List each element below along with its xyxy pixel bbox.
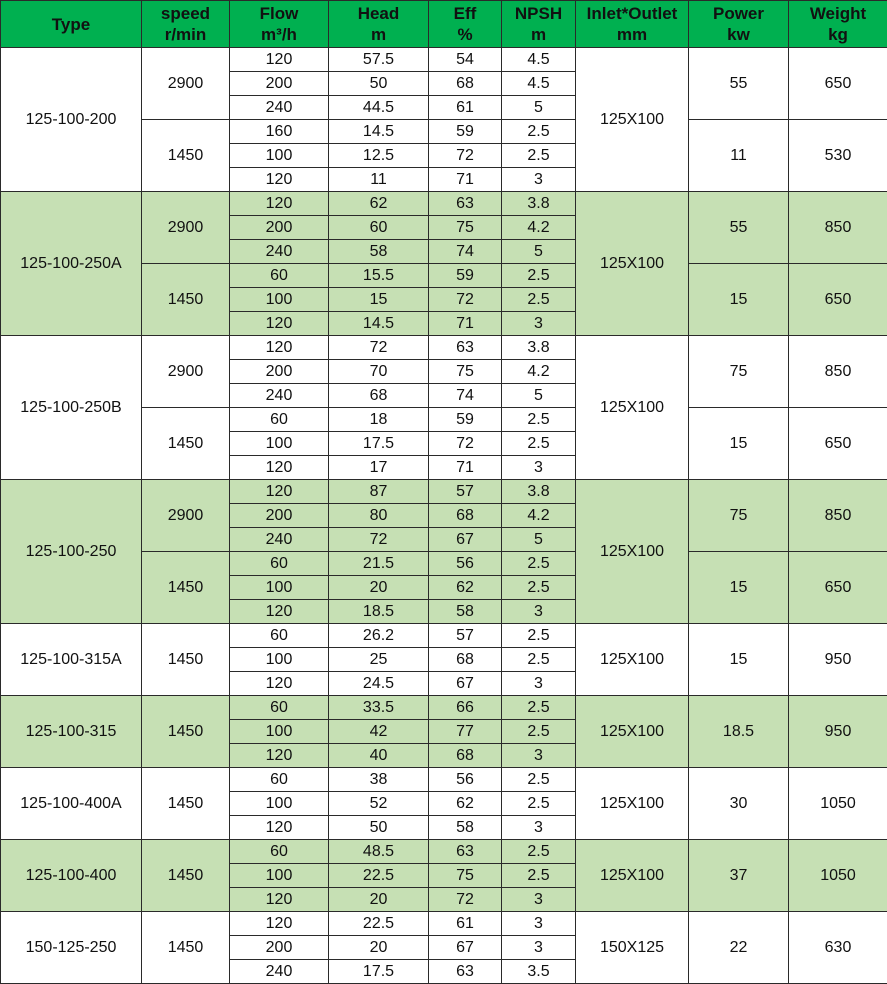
npsh-cell: 2.5 (502, 552, 576, 576)
head-cell: 48.5 (329, 840, 429, 864)
flow-cell: 120 (230, 912, 329, 936)
npsh-cell: 5 (502, 528, 576, 552)
head-cell: 25 (329, 648, 429, 672)
head-cell: 50 (329, 72, 429, 96)
npsh-cell: 3.5 (502, 960, 576, 984)
eff-cell: 63 (429, 960, 502, 984)
power-cell: 18.5 (689, 696, 789, 768)
table-row (1, 48, 887, 72)
inlet-outlet-cell: 125X100 (576, 192, 689, 336)
head-cell: 17.5 (329, 960, 429, 984)
column-header-head-title: Head (329, 3, 428, 24)
flow-cell: 60 (230, 552, 329, 576)
flow-cell: 60 (230, 408, 329, 432)
eff-cell: 75 (429, 864, 502, 888)
eff-cell: 67 (429, 528, 502, 552)
npsh-cell: 3 (502, 888, 576, 912)
eff-cell: 54 (429, 48, 502, 72)
eff-cell: 77 (429, 720, 502, 744)
head-cell: 15 (329, 288, 429, 312)
head-cell: 17 (329, 456, 429, 480)
inlet-outlet-cell: 125X100 (576, 480, 689, 624)
pump-type-cell: 125-100-250 (1, 480, 142, 624)
column-header-speed-unit: r/min (142, 24, 229, 45)
head-cell: 62 (329, 192, 429, 216)
eff-cell: 67 (429, 936, 502, 960)
power-cell: 55 (689, 48, 789, 120)
head-cell: 42 (329, 720, 429, 744)
flow-cell: 120 (230, 480, 329, 504)
flow-cell: 200 (230, 504, 329, 528)
speed-cell: 2900 (142, 336, 230, 408)
npsh-cell: 3 (502, 912, 576, 936)
weight-cell: 530 (789, 120, 887, 192)
table-row (1, 624, 887, 648)
head-cell: 12.5 (329, 144, 429, 168)
column-header-inlet-outlet-title: Inlet*Outlet (576, 3, 688, 24)
speed-cell: 1450 (142, 264, 230, 336)
eff-cell: 68 (429, 504, 502, 528)
flow-cell: 240 (230, 528, 329, 552)
flow-cell: 60 (230, 624, 329, 648)
power-cell: 11 (689, 120, 789, 192)
weight-cell: 630 (789, 912, 887, 984)
pump-model-group (1, 48, 887, 192)
pump-type-cell: 125-100-400 (1, 840, 142, 912)
header-row (1, 1, 887, 48)
head-cell: 33.5 (329, 696, 429, 720)
flow-cell: 60 (230, 696, 329, 720)
flow-cell: 100 (230, 288, 329, 312)
weight-cell: 1050 (789, 768, 887, 840)
column-header-power-title: Power (689, 3, 788, 24)
flow-cell: 200 (230, 360, 329, 384)
eff-cell: 72 (429, 888, 502, 912)
column-header-eff-title: Eff (429, 3, 501, 24)
flow-cell: 120 (230, 744, 329, 768)
speed-cell: 1450 (142, 768, 230, 840)
flow-cell: 100 (230, 720, 329, 744)
eff-cell: 57 (429, 480, 502, 504)
inlet-outlet-cell: 125X100 (576, 840, 689, 912)
eff-cell: 63 (429, 336, 502, 360)
npsh-cell: 2.5 (502, 768, 576, 792)
head-cell: 20 (329, 576, 429, 600)
flow-cell: 120 (230, 600, 329, 624)
flow-cell: 100 (230, 648, 329, 672)
eff-cell: 72 (429, 144, 502, 168)
table-header (1, 1, 887, 48)
eff-cell: 72 (429, 288, 502, 312)
eff-cell: 62 (429, 792, 502, 816)
npsh-cell: 3 (502, 672, 576, 696)
npsh-cell: 3.8 (502, 480, 576, 504)
head-cell: 50 (329, 816, 429, 840)
pump-type-cell: 125-100-315A (1, 624, 142, 696)
weight-cell: 1050 (789, 840, 887, 912)
column-header-weight-title: Weight (789, 3, 887, 24)
eff-cell: 56 (429, 768, 502, 792)
npsh-cell: 3 (502, 936, 576, 960)
eff-cell: 58 (429, 816, 502, 840)
eff-cell: 68 (429, 744, 502, 768)
speed-cell: 1450 (142, 912, 230, 984)
column-header-power (689, 1, 789, 48)
head-cell: 80 (329, 504, 429, 528)
speed-cell: 2900 (142, 192, 230, 264)
eff-cell: 74 (429, 240, 502, 264)
eff-cell: 66 (429, 696, 502, 720)
weight-cell: 650 (789, 408, 887, 480)
pump-type-cell: 125-100-400A (1, 768, 142, 840)
column-header-weight-unit: kg (789, 24, 887, 45)
pump-type-cell: 125-100-250A (1, 192, 142, 336)
table-row (1, 192, 887, 216)
flow-cell: 240 (230, 240, 329, 264)
weight-cell: 850 (789, 480, 887, 552)
eff-cell: 68 (429, 648, 502, 672)
npsh-cell: 2.5 (502, 792, 576, 816)
npsh-cell: 2.5 (502, 408, 576, 432)
weight-cell: 950 (789, 624, 887, 696)
speed-cell: 1450 (142, 552, 230, 624)
pump-model-group (1, 624, 887, 696)
pump-type-cell: 125-100-315 (1, 696, 142, 768)
npsh-cell: 4.2 (502, 360, 576, 384)
npsh-cell: 5 (502, 240, 576, 264)
inlet-outlet-cell: 150X125 (576, 912, 689, 984)
head-cell: 24.5 (329, 672, 429, 696)
column-header-flow-title: Flow (230, 3, 328, 24)
power-cell: 15 (689, 408, 789, 480)
column-header-weight (789, 1, 887, 48)
flow-cell: 160 (230, 120, 329, 144)
speed-cell: 1450 (142, 120, 230, 192)
weight-cell: 650 (789, 264, 887, 336)
head-cell: 68 (329, 384, 429, 408)
inlet-outlet-cell: 125X100 (576, 336, 689, 480)
head-cell: 40 (329, 744, 429, 768)
speed-cell: 2900 (142, 480, 230, 552)
eff-cell: 75 (429, 360, 502, 384)
head-cell: 22.5 (329, 912, 429, 936)
flow-cell: 100 (230, 864, 329, 888)
head-cell: 14.5 (329, 312, 429, 336)
npsh-cell: 4.2 (502, 216, 576, 240)
eff-cell: 67 (429, 672, 502, 696)
column-header-npsh-title: NPSH (502, 3, 575, 24)
head-cell: 11 (329, 168, 429, 192)
flow-cell: 60 (230, 840, 329, 864)
head-cell: 60 (329, 216, 429, 240)
flow-cell: 240 (230, 960, 329, 984)
npsh-cell: 3 (502, 600, 576, 624)
head-cell: 87 (329, 480, 429, 504)
eff-cell: 75 (429, 216, 502, 240)
column-header-eff (429, 1, 502, 48)
npsh-cell: 2.5 (502, 288, 576, 312)
npsh-cell: 2.5 (502, 624, 576, 648)
npsh-cell: 4.2 (502, 504, 576, 528)
power-cell: 22 (689, 912, 789, 984)
column-header-npsh (502, 1, 576, 48)
eff-cell: 59 (429, 120, 502, 144)
npsh-cell: 2.5 (502, 648, 576, 672)
pump-model-group (1, 840, 887, 912)
head-cell: 22.5 (329, 864, 429, 888)
flow-cell: 120 (230, 168, 329, 192)
table-row (1, 840, 887, 864)
npsh-cell: 2.5 (502, 120, 576, 144)
npsh-cell: 2.5 (502, 864, 576, 888)
flow-cell: 100 (230, 432, 329, 456)
flow-cell: 120 (230, 48, 329, 72)
column-header-flow (230, 1, 329, 48)
flow-cell: 200 (230, 216, 329, 240)
npsh-cell: 3.8 (502, 336, 576, 360)
pump-type-cell: 125-100-200 (1, 48, 142, 192)
column-header-type-title: Type (1, 14, 141, 35)
npsh-cell: 3 (502, 744, 576, 768)
npsh-cell: 4.5 (502, 48, 576, 72)
flow-cell: 60 (230, 264, 329, 288)
eff-cell: 59 (429, 408, 502, 432)
flow-cell: 240 (230, 96, 329, 120)
npsh-cell: 2.5 (502, 144, 576, 168)
head-cell: 72 (329, 336, 429, 360)
table-row (1, 768, 887, 792)
eff-cell: 61 (429, 96, 502, 120)
eff-cell: 63 (429, 192, 502, 216)
inlet-outlet-cell: 125X100 (576, 696, 689, 768)
npsh-cell: 2.5 (502, 264, 576, 288)
pump-type-cell: 150-125-250 (1, 912, 142, 984)
head-cell: 58 (329, 240, 429, 264)
column-header-eff-unit: % (429, 24, 501, 45)
pump-model-group (1, 696, 887, 768)
weight-cell: 950 (789, 696, 887, 768)
flow-cell: 100 (230, 144, 329, 168)
head-cell: 38 (329, 768, 429, 792)
head-cell: 26.2 (329, 624, 429, 648)
npsh-cell: 2.5 (502, 696, 576, 720)
head-cell: 20 (329, 936, 429, 960)
npsh-cell: 3.8 (502, 192, 576, 216)
column-header-type (1, 1, 142, 48)
weight-cell: 850 (789, 192, 887, 264)
column-header-head-unit: m (329, 24, 428, 45)
pump-model-group (1, 912, 887, 984)
npsh-cell: 5 (502, 96, 576, 120)
npsh-cell: 3 (502, 456, 576, 480)
flow-cell: 200 (230, 936, 329, 960)
flow-cell: 120 (230, 336, 329, 360)
flow-cell: 120 (230, 456, 329, 480)
flow-cell: 120 (230, 672, 329, 696)
inlet-outlet-cell: 125X100 (576, 624, 689, 696)
weight-cell: 650 (789, 48, 887, 120)
weight-cell: 650 (789, 552, 887, 624)
eff-cell: 71 (429, 168, 502, 192)
speed-cell: 1450 (142, 624, 230, 696)
column-header-speed (142, 1, 230, 48)
npsh-cell: 3 (502, 312, 576, 336)
table-row (1, 336, 887, 360)
power-cell: 75 (689, 336, 789, 408)
power-cell: 37 (689, 840, 789, 912)
npsh-cell: 2.5 (502, 576, 576, 600)
column-header-flow-unit: m³/h (230, 24, 328, 45)
pump-model-group (1, 480, 887, 624)
head-cell: 52 (329, 792, 429, 816)
column-header-power-unit: kw (689, 24, 788, 45)
flow-cell: 100 (230, 792, 329, 816)
head-cell: 15.5 (329, 264, 429, 288)
table-row (1, 480, 887, 504)
eff-cell: 68 (429, 72, 502, 96)
npsh-cell: 2.5 (502, 432, 576, 456)
head-cell: 18.5 (329, 600, 429, 624)
npsh-cell: 3 (502, 168, 576, 192)
flow-cell: 120 (230, 816, 329, 840)
pump-type-cell: 125-100-250B (1, 336, 142, 480)
eff-cell: 71 (429, 456, 502, 480)
head-cell: 14.5 (329, 120, 429, 144)
flow-cell: 200 (230, 72, 329, 96)
pump-model-group (1, 768, 887, 840)
npsh-cell: 5 (502, 384, 576, 408)
eff-cell: 63 (429, 840, 502, 864)
power-cell: 15 (689, 264, 789, 336)
npsh-cell: 4.5 (502, 72, 576, 96)
head-cell: 72 (329, 528, 429, 552)
npsh-cell: 3 (502, 816, 576, 840)
npsh-cell: 2.5 (502, 720, 576, 744)
head-cell: 20 (329, 888, 429, 912)
column-header-inlet-outlet (576, 1, 689, 48)
column-header-speed-title: speed (142, 3, 229, 24)
inlet-outlet-cell: 125X100 (576, 48, 689, 192)
flow-cell: 240 (230, 384, 329, 408)
eff-cell: 58 (429, 600, 502, 624)
head-cell: 44.5 (329, 96, 429, 120)
eff-cell: 72 (429, 432, 502, 456)
flow-cell: 60 (230, 768, 329, 792)
eff-cell: 56 (429, 552, 502, 576)
weight-cell: 850 (789, 336, 887, 408)
flow-cell: 120 (230, 888, 329, 912)
eff-cell: 74 (429, 384, 502, 408)
table-row (1, 912, 887, 936)
pump-model-group (1, 192, 887, 336)
head-cell: 18 (329, 408, 429, 432)
power-cell: 15 (689, 624, 789, 696)
table-row (1, 696, 887, 720)
flow-cell: 120 (230, 312, 329, 336)
speed-cell: 2900 (142, 48, 230, 120)
pump-model-group (1, 336, 887, 480)
speed-cell: 1450 (142, 408, 230, 480)
eff-cell: 62 (429, 576, 502, 600)
eff-cell: 71 (429, 312, 502, 336)
column-header-npsh-unit: m (502, 24, 575, 45)
npsh-cell: 2.5 (502, 840, 576, 864)
power-cell: 30 (689, 768, 789, 840)
head-cell: 57.5 (329, 48, 429, 72)
eff-cell: 57 (429, 624, 502, 648)
inlet-outlet-cell: 125X100 (576, 768, 689, 840)
power-cell: 15 (689, 552, 789, 624)
flow-cell: 120 (230, 192, 329, 216)
flow-cell: 100 (230, 576, 329, 600)
speed-cell: 1450 (142, 840, 230, 912)
head-cell: 70 (329, 360, 429, 384)
eff-cell: 61 (429, 912, 502, 936)
power-cell: 75 (689, 480, 789, 552)
head-cell: 21.5 (329, 552, 429, 576)
power-cell: 55 (689, 192, 789, 264)
column-header-head (329, 1, 429, 48)
column-header-inlet-outlet-unit: mm (576, 24, 688, 45)
head-cell: 17.5 (329, 432, 429, 456)
speed-cell: 1450 (142, 696, 230, 768)
eff-cell: 59 (429, 264, 502, 288)
